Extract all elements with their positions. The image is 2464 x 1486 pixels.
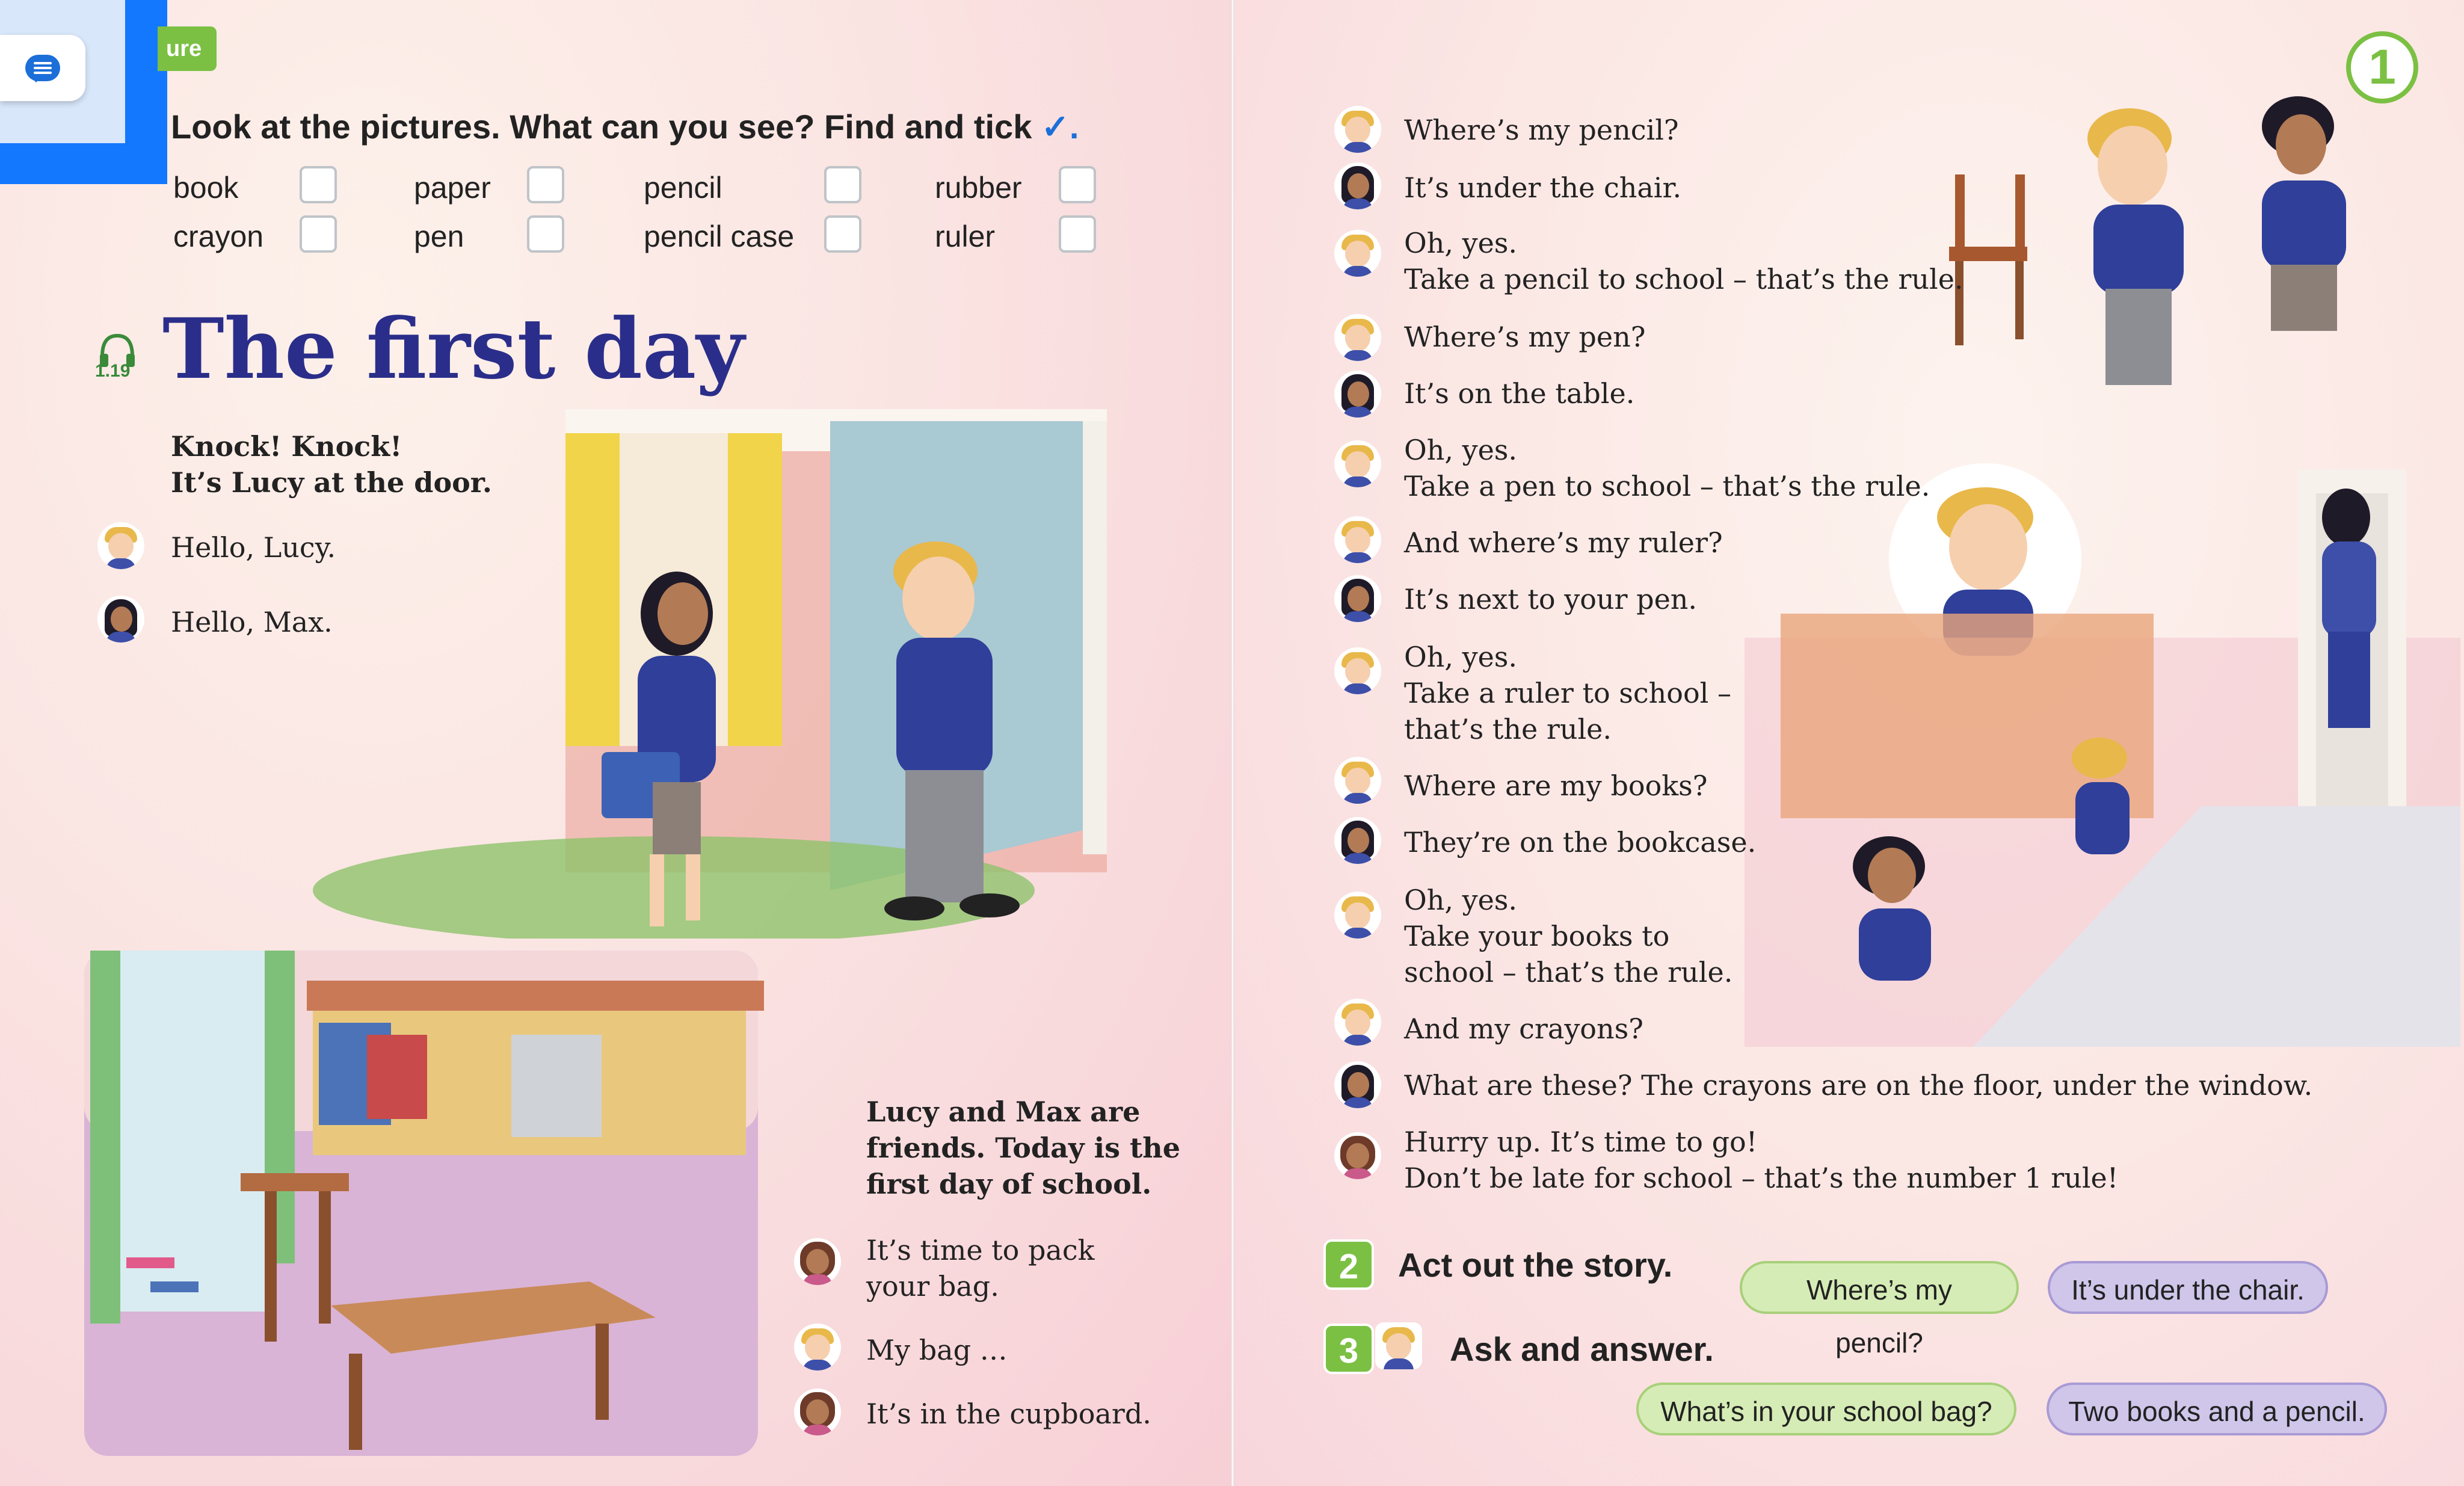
- checkbox-book[interactable]: [300, 166, 337, 203]
- chat-bubble-icon: [25, 55, 60, 81]
- avatar-lucy: [1334, 371, 1381, 418]
- avatar-lucy: [1334, 1061, 1381, 1108]
- dialogue-text: Take your books to: [1404, 920, 1670, 952]
- dialogue-text: Oh, yes.: [1404, 641, 1518, 673]
- dialogue-text: that’s the rule.: [1404, 713, 1612, 745]
- word-pen: pen: [414, 220, 464, 253]
- dialogue-line: It’s next to your pen.: [1404, 583, 1698, 615]
- door-scene-illustration: [253, 397, 1167, 939]
- activity-3-instruction: Ask and answer.: [1450, 1330, 1714, 1368]
- dialogue-line: It’s in the cupboard.: [866, 1398, 1151, 1430]
- dialogue-line: They’re on the bookcase.: [1404, 826, 1757, 859]
- checkbox-pen[interactable]: [527, 215, 564, 253]
- checkbox-ruler[interactable]: [1059, 215, 1096, 253]
- chair-search-illustration: [1925, 90, 2418, 403]
- dialogue-line: [1404, 225, 1964, 297]
- speech-bubble-answer: Two books and a pencil.: [2047, 1383, 2387, 1435]
- avatar-mum: [794, 1238, 841, 1285]
- leaving-home-illustration: [1745, 445, 2460, 1047]
- dialogue-text: Oh, yes.: [1404, 227, 1518, 259]
- checkbox-paper[interactable]: [527, 166, 564, 203]
- word-rubber: rubber: [935, 171, 1022, 205]
- word-ruler: ruler: [935, 220, 996, 253]
- narration-line: Knock! Knock!: [171, 430, 402, 463]
- narration-line: Lucy and Max are: [866, 1096, 1141, 1128]
- avatar-lucy: [1334, 817, 1381, 864]
- avatar-max: [794, 1324, 841, 1370]
- narration-line: friends. Today is the: [866, 1132, 1180, 1164]
- dialogue-text: Hurry up. It’s time to go!: [1404, 1126, 1758, 1158]
- checkbox-pencil-case[interactable]: [824, 215, 861, 253]
- dialogue-text: Take a ruler to school –: [1404, 677, 1731, 709]
- dialogue-line: My bag …: [866, 1334, 1008, 1366]
- dialogue-line: Where’s my pen?: [1404, 321, 1646, 353]
- narration-2: [866, 1094, 1180, 1202]
- dialogue-line: It’s on the table.: [1404, 377, 1635, 410]
- dialogue-line: Where are my books?: [1404, 769, 1708, 802]
- activity-2-number: 2: [1323, 1239, 1374, 1290]
- checkbox-pencil[interactable]: [824, 166, 861, 203]
- avatar-lucy: [1334, 162, 1381, 209]
- speech-bubble-question: What’s in your school bag?: [1636, 1383, 2016, 1435]
- dialogue-line: Where’s my pencil?: [1404, 114, 1679, 146]
- dialogue-text: It’s time to pack: [866, 1234, 1095, 1266]
- dialogue-text: school – that’s the rule.: [1404, 956, 1733, 988]
- dialogue-text: Oh, yes.: [1404, 434, 1518, 466]
- dialogue-text: Oh, yes.: [1404, 884, 1518, 916]
- instruction-text: Look at the pictures. What can you see? Find and tick: [171, 108, 1032, 146]
- dialogue-line: [1404, 432, 1930, 504]
- avatar-mum: [794, 1389, 841, 1435]
- page-title: The first day: [162, 300, 745, 398]
- narration-line: It’s Lucy at the door.: [171, 466, 492, 499]
- avatar-max: [1334, 230, 1381, 277]
- activity-1-instruction: [171, 107, 1079, 147]
- tick-mark: ✓.: [1041, 108, 1079, 146]
- speech-bubble-question: Where’s my pencil?: [1740, 1261, 2019, 1314]
- avatar-max: [1334, 516, 1381, 563]
- dialogue-text: Take a pencil to school – that’s the rule.: [1404, 263, 1964, 295]
- page-number: 1: [2346, 31, 2418, 103]
- dialogue-line: And where’s my ruler?: [1404, 526, 1723, 559]
- word-pencil-case: pencil case: [644, 220, 795, 253]
- dialogue-line: [866, 1232, 1094, 1304]
- avatar-max: [1334, 106, 1381, 153]
- avatar-lucy: [1334, 575, 1381, 622]
- avatar-max: [97, 522, 144, 569]
- classroom-illustration: [78, 945, 764, 1462]
- audio-track-number: 1.19: [95, 361, 131, 381]
- narration-line: first day of school.: [866, 1168, 1152, 1200]
- avatar-mum: [1334, 1132, 1381, 1179]
- avatar-max: [1334, 440, 1381, 487]
- avatar-max: [1334, 892, 1381, 939]
- checkbox-crayon[interactable]: [300, 215, 337, 253]
- dialogue-line: [1404, 882, 1732, 990]
- word-paper: paper: [414, 171, 491, 205]
- dialogue-line: What are these? The crayons are on the floor, under the window.: [1404, 1069, 2313, 1102]
- activity-2-instruction: Act out the story.: [1398, 1246, 1673, 1284]
- dialogue-line: [1404, 1124, 2118, 1196]
- word-crayon: crayon: [173, 220, 264, 253]
- dialogue-text: Take a pen to school – that’s the rule.: [1404, 470, 1930, 502]
- speech-bubble-answer: It’s under the chair.: [2048, 1261, 2328, 1314]
- checkbox-rubber[interactable]: [1059, 166, 1096, 203]
- word-pencil: pencil: [644, 171, 722, 205]
- avatar-lucy: [97, 596, 144, 643]
- avatar-pair: [1375, 1322, 1422, 1369]
- chat-button[interactable]: [0, 35, 85, 101]
- dialogue-line: It’s under the chair.: [1404, 171, 1682, 204]
- dialogue-line: [1404, 639, 1731, 747]
- dialogue-line: And my crayons?: [1404, 1013, 1643, 1045]
- dialogue-line: Hello, Lucy.: [171, 531, 336, 564]
- dialogue-text: Don’t be late for school – that’s the number 1 rule!: [1404, 1162, 2119, 1194]
- dialogue-line: Hello, Max.: [171, 606, 333, 638]
- avatar-max: [1334, 314, 1381, 361]
- dialogue-text: your bag.: [866, 1270, 999, 1303]
- activity-3-number: 3: [1323, 1324, 1374, 1374]
- avatar-max: [1334, 647, 1381, 694]
- avatar-max: [1334, 999, 1381, 1046]
- avatar-max: [1334, 757, 1381, 804]
- word-book: book: [173, 171, 239, 205]
- book-spine: [1231, 0, 1234, 1486]
- section-tag: ure: [158, 26, 217, 71]
